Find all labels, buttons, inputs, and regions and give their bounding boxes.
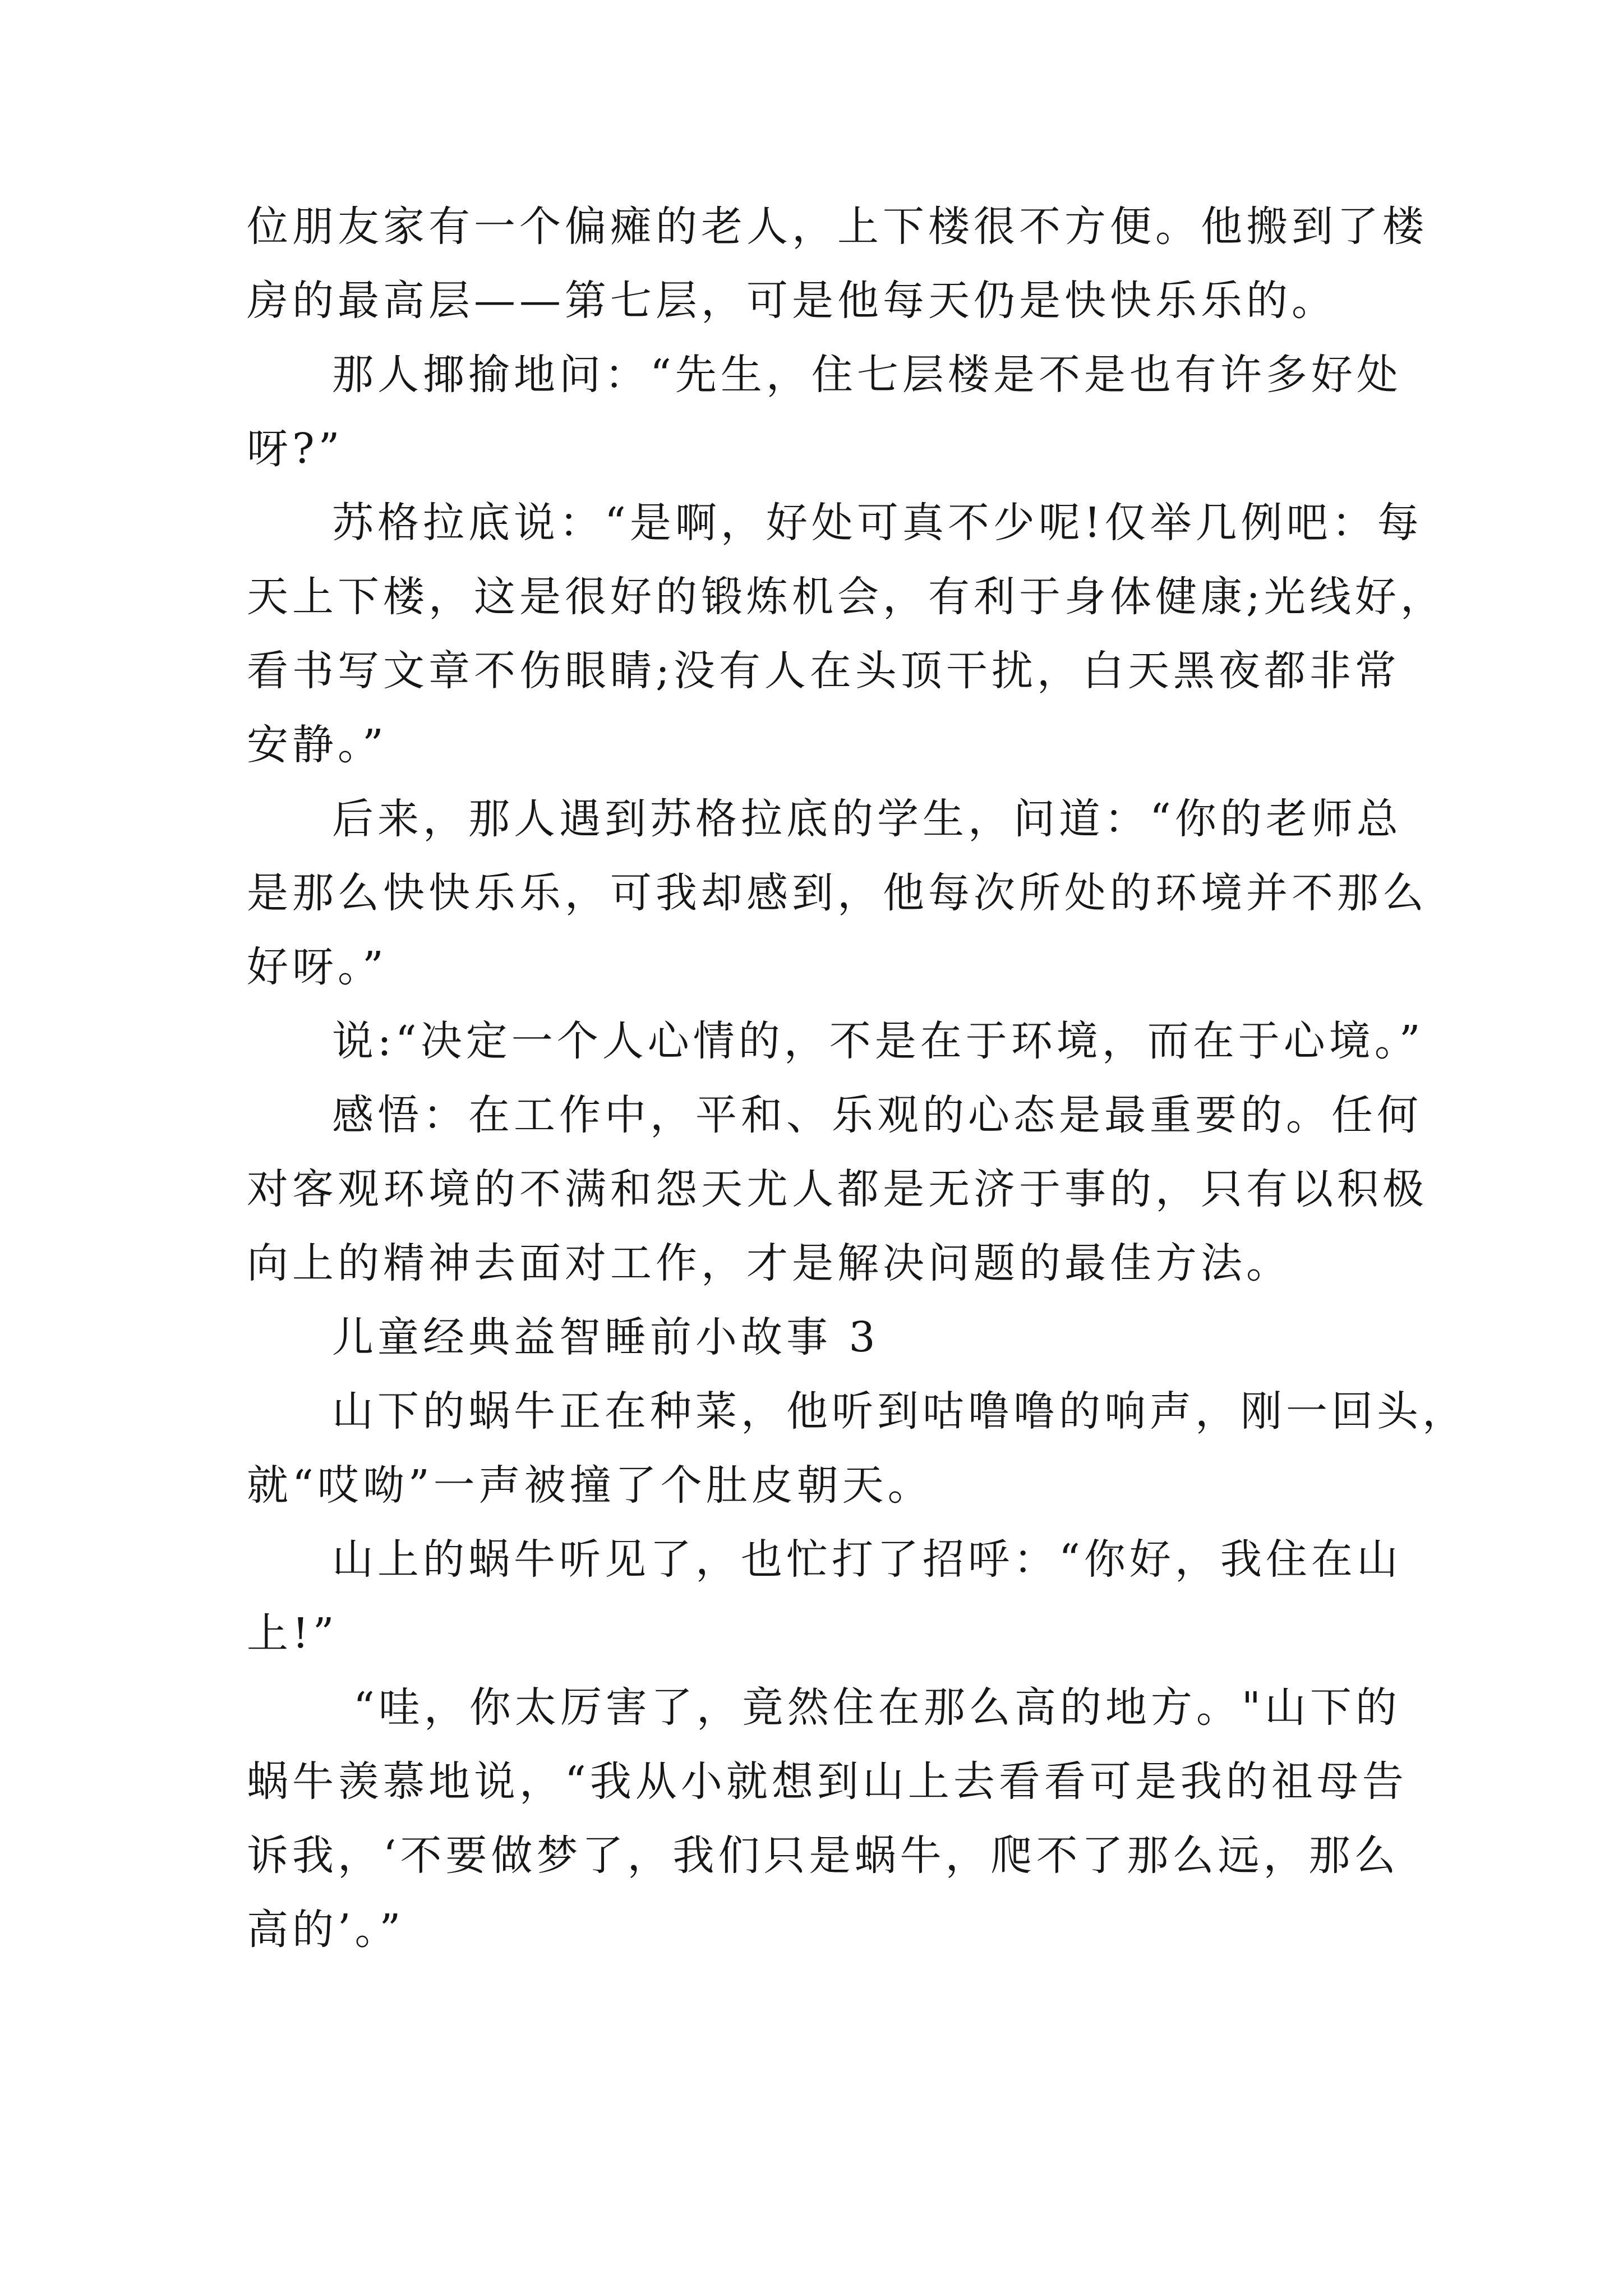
text-line-15: 向上的精神去面对工作，才是解决问题的最佳方法。	[247, 1239, 1292, 1287]
text-line-8: 安静。”	[247, 721, 388, 769]
text-line-21: “哇，你太厉害了，竟然住在那么高的地方。"山下的	[353, 1683, 1401, 1732]
text-line-23: 诉我，‘不要做梦了，我们只是蜗牛，爬不了那么远，那么	[247, 1832, 1400, 1880]
text-line-20: 上!”	[247, 1609, 338, 1658]
text-line-12: 说:“决定一个人心情的，不是在于环境，而在于心境。”	[332, 1017, 1424, 1065]
text-line-22: 蜗牛羡慕地说，“我从小就想到山上去看看可是我的祖母告	[247, 1757, 1408, 1806]
text-line-5: 苏格拉底说：“是啊，好处可真不少呢!仅举几例吧：每	[332, 499, 1423, 547]
text-line-1: 位朋友家有一个偏瘫的老人，上下楼很不方便。他搬到了楼	[247, 203, 1428, 251]
text-line-2: 房的最高层——第七层，可是他每天仍是快快乐乐的。	[247, 277, 1337, 325]
document-body	[247, 190, 1468, 1967]
text-line-10: 是那么快快乐乐，可我却感到，他每次所处的环境并不那么	[247, 869, 1428, 917]
text-line-17: 山下的蜗牛正在种菜，他听到咕噜噜的响声，刚一回头，	[332, 1387, 1468, 1435]
text-line-24: 高的’。”	[247, 1906, 405, 1954]
text-line-9: 后来，那人遇到苏格拉底的学生，问道：“你的老师总	[332, 795, 1402, 843]
text-line-19: 山上的蜗牛听见了，也忙打了招呼：“你好，我住在山	[332, 1535, 1402, 1584]
text-line-11: 好呀。”	[247, 943, 388, 991]
text-line-7: 看书写文章不伤眼睛;没有人在头顶干扰，白天黑夜都非常	[247, 647, 1400, 695]
text-line-6: 天上下楼，这是很好的锻炼机会，有利于身体健康;光线好，	[247, 573, 1446, 621]
text-line-3: 那人揶揄地问：“先生，住七层楼是不是也有许多好处	[332, 351, 1402, 399]
text-line-4: 呀?”	[247, 425, 344, 473]
text-line-13: 感悟：在工作中，平和、乐观的心态是最重要的。任何	[332, 1091, 1422, 1139]
text-line-14: 对客观环境的不满和怨天尤人都是无济于事的，只有以积极	[247, 1165, 1428, 1213]
text-line-18: 就“哎呦”一声被撞了个肚皮朝天。	[247, 1461, 933, 1510]
section-heading: 儿童经典益智睡前小故事 3	[332, 1313, 879, 1361]
